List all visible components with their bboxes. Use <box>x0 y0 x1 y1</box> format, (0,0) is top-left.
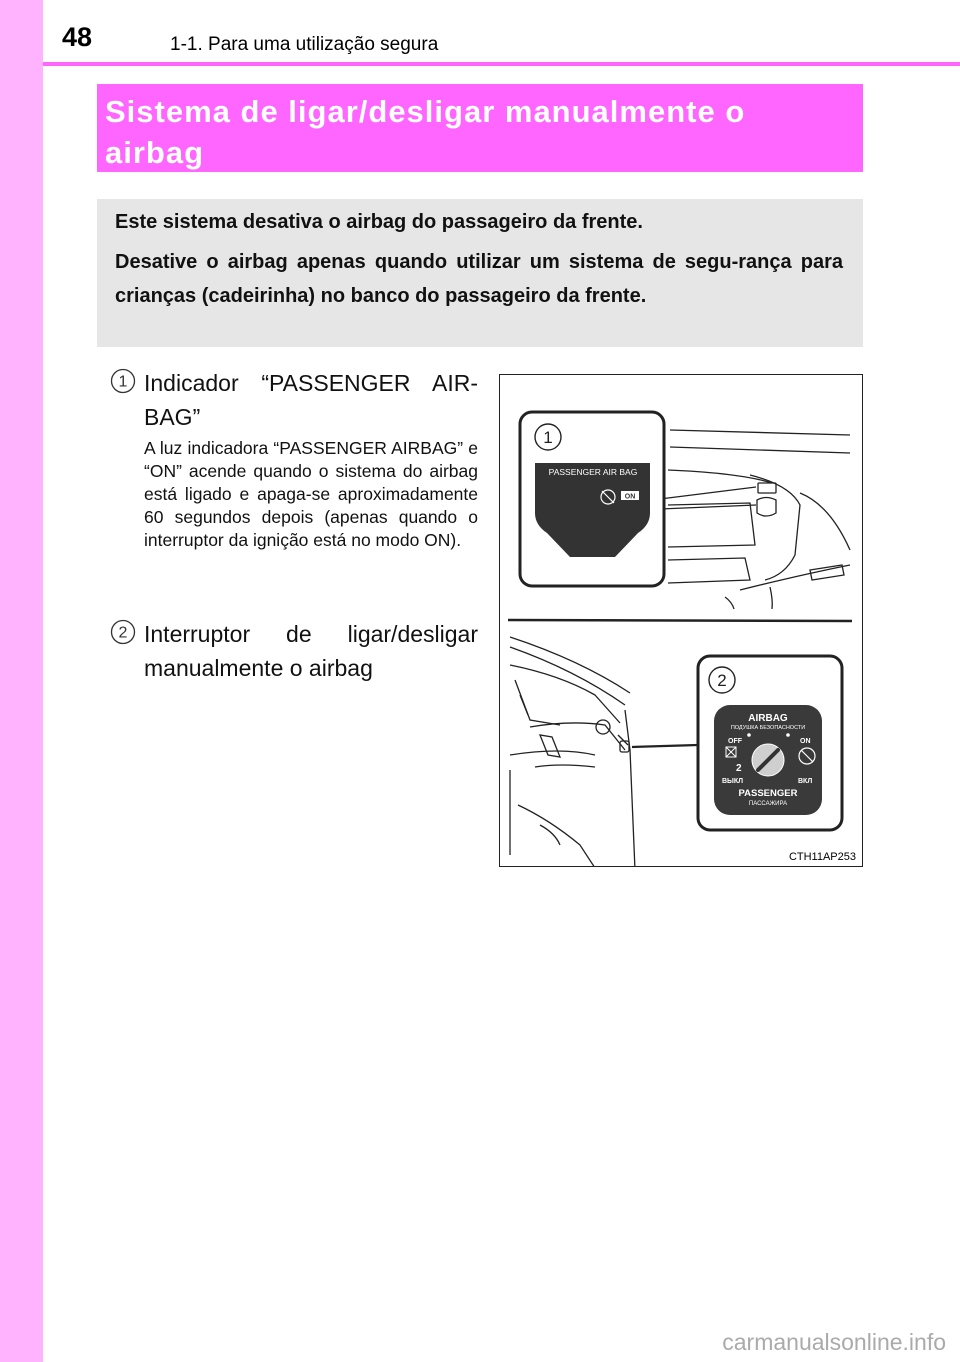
item-1-title: Indicador “PASSENGER AIR-BAG” <box>144 370 478 430</box>
figure-callout-1: 1 <box>543 428 553 447</box>
callout-number-1: 1 <box>118 373 128 391</box>
switch-bottom-ru-label: ПАССАЖИРА <box>748 801 788 807</box>
callout-number-2: 2 <box>118 624 128 642</box>
airbag-illustration <box>499 374 863 867</box>
switch-title: AIRBAG <box>748 713 788 724</box>
indicator-on-label: ON <box>624 493 636 501</box>
switch-on-ru-label: ВКЛ <box>798 778 813 785</box>
indicator-label: PASSENGER AIR BAG <box>548 467 638 477</box>
item-2-title: Interruptor de ligar/desligar manualmente o airbag <box>144 621 478 681</box>
switch-subtitle: ПОДУШКА БЕЗОПАСНОСТИ <box>730 725 806 731</box>
callout-number-2-icon <box>110 619 136 645</box>
svg-text:2: 2 <box>736 763 742 774</box>
figure-callout-2: 2 <box>717 671 727 690</box>
section-title: Sistema de ligar/desligar manualmente o airbag <box>105 94 746 170</box>
page-number: 48 <box>62 22 93 52</box>
intro-line-2: Desative o airbag apenas quando utilizar um sistema de segu-rança para crianças (cadeirinha) no banco do passageiro da frente. <box>115 251 843 307</box>
intro-box <box>97 199 863 347</box>
switch-bottom-label: PASSENGER <box>738 788 798 799</box>
side-tab-strip <box>0 0 43 1362</box>
switch-off-label: OFF <box>728 738 742 745</box>
key-switch-knob[interactable] <box>752 744 784 776</box>
switch-off-ru-label: ВЫКЛ <box>722 778 744 785</box>
callout-number-1-icon <box>110 368 136 394</box>
figure-code: CTH11AP253 <box>788 851 856 863</box>
breadcrumb: 1-1. Para uma utilização segura <box>170 34 439 55</box>
page-header <box>43 0 960 66</box>
section-title-band <box>97 84 863 172</box>
item-1-description: A luz indicadora “PASSENGER AIRBAG” e “ON” acende quando o sistema do airbag está ligado e apaga-se aproximadamente 60 segundos depois (apenas quando o interruptor da ignição está no modo ON). <box>144 438 478 550</box>
watermark: carmanualsonline.info <box>722 1329 946 1355</box>
switch-on-label: ON <box>800 738 811 745</box>
intro-line-1: Este sistema desativa o airbag do passageiro da frente. <box>115 211 643 233</box>
airbag-illustration-drawing <box>500 375 863 867</box>
